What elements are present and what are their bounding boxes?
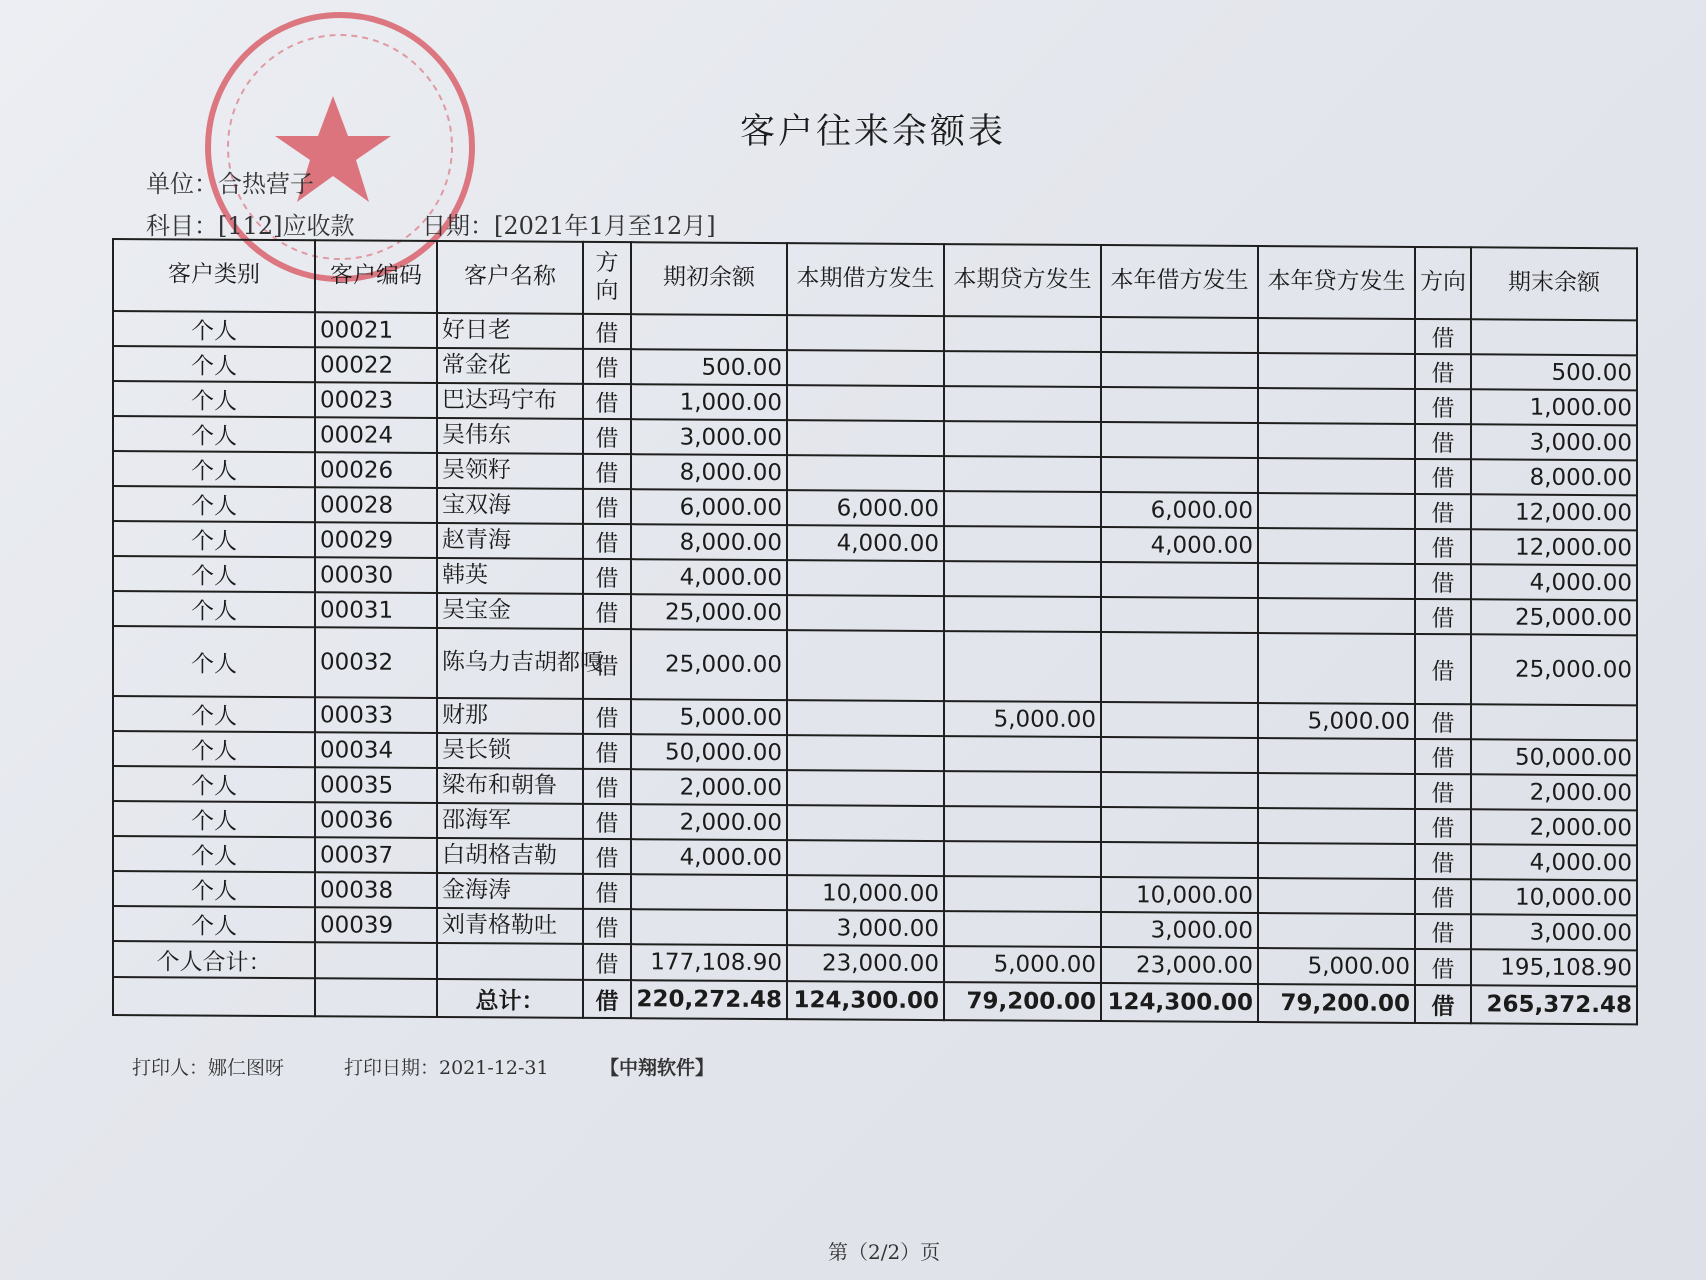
name-cell: 赵青海 [437,523,583,559]
opening-cell: 8,000.00 [631,454,787,490]
closing-cell: 2,000.00 [1471,774,1637,810]
closing-cell: 12,000.00 [1471,529,1637,565]
code-cell: 00024 [315,417,437,453]
code-cell: 00031 [315,592,437,628]
year-debit-cell: 10,000.00 [1101,877,1258,913]
empty-cell [437,943,583,980]
code-cell: 00022 [315,347,437,383]
category-cell: 个人 [113,801,315,837]
direction-cell: 借 [1415,844,1471,879]
direction-cell: 借 [583,874,631,909]
direction-cell: 借 [1415,494,1471,529]
code-cell: 00030 [315,557,437,593]
name-cell: 吴宝金 [437,593,583,629]
header-cell: 客户名称 [437,241,583,314]
period-credit-cell: 5,000.00 [944,701,1101,737]
closing-cell [1471,704,1637,740]
year-credit-cell [1258,633,1415,704]
code-cell: 00023 [315,382,437,418]
opening-cell [631,909,787,945]
category-cell: 个人 [113,451,315,487]
software-label: 【中翔软件】 [600,1057,715,1079]
direction-cell: 借 [1415,354,1471,389]
category-cell: 个人 [113,766,315,802]
opening-cell: 3,000.00 [631,419,787,455]
closing-cell: 3,000.00 [1471,424,1637,460]
name-cell: 韩英 [437,558,583,594]
category-cell: 个人 [113,346,315,382]
direction-cell: 借 [1415,634,1471,704]
opening-cell: 8,000.00 [631,524,787,560]
period-debit-cell [787,700,944,736]
period-debit-cell [787,385,944,421]
year-credit-cell [1258,493,1415,529]
direction-cell: 借 [1415,564,1471,599]
balance-table [112,238,1638,1025]
category-cell: 个人 [113,486,315,522]
category-cell: 个人 [113,696,315,732]
header-cell: 方向 [1415,247,1471,319]
period-debit-cell [787,630,944,701]
closing-cell [1471,319,1637,355]
header-cell: 本期借方发生 [787,243,944,316]
year-debit-cell: 23,000.00 [1101,947,1258,984]
period-debit-cell [787,560,944,596]
direction-cell: 借 [583,944,631,980]
name-cell: 邵海军 [437,803,583,839]
direction-cell: 借 [1415,704,1471,739]
code-cell: 00035 [315,767,437,803]
direction-cell: 借 [583,454,631,489]
empty-cell [315,942,437,979]
period-debit-cell [787,350,944,386]
header-cell: 客户编码 [315,240,437,313]
direction-cell: 借 [1415,389,1471,424]
printer-label: 打印人：娜仁图呀 [132,1057,285,1079]
name-cell: 金海涛 [437,873,583,909]
year-debit-cell: 4,000.00 [1101,527,1258,563]
name-cell: 陈乌力吉胡都嘎 [437,628,583,699]
year-debit-cell [1101,597,1258,633]
closing-cell: 50,000.00 [1471,739,1637,775]
header-cell: 期初余额 [631,242,787,315]
closing-cell: 8,000.00 [1471,459,1637,495]
name-cell: 吴伟东 [437,418,583,454]
year-debit-cell: 3,000.00 [1101,912,1258,948]
subtotal-label: 个人合计： [113,941,315,978]
period-credit-cell [944,386,1101,422]
period-credit-cell [944,596,1101,632]
code-cell: 00037 [315,837,437,873]
name-cell: 白胡格吉勒 [437,838,583,874]
name-cell: 好日老 [437,313,583,349]
header-cell: 本期贷方发生 [944,244,1101,317]
period-debit-cell [787,840,944,876]
year-credit-cell [1258,913,1415,949]
direction-cell: 借 [583,559,631,594]
direction-cell: 借 [1415,599,1471,634]
opening-cell: 2,000.00 [631,769,787,805]
closing-cell: 3,000.00 [1471,914,1637,950]
opening-cell: 2,000.00 [631,804,787,840]
direction-cell: 借 [583,314,631,349]
period-debit-cell [787,420,944,456]
period-credit-cell [944,841,1101,877]
name-cell: 巴达玛宁布 [437,383,583,419]
closing-cell: 195,108.90 [1471,949,1637,986]
opening-cell [631,314,787,350]
year-debit-cell [1101,772,1258,808]
empty-cell [113,977,315,1016]
closing-cell: 265,372.48 [1471,985,1637,1024]
header-cell: 客户类别 [113,239,315,312]
total-label: 总计： [437,979,583,1018]
year-debit-cell: 124,300.00 [1101,983,1258,1022]
direction-cell: 借 [1415,914,1471,949]
header-cell: 方向 [583,242,631,314]
direction-cell: 借 [583,524,631,559]
year-credit-cell [1258,808,1415,844]
date-range-label: 日期：[2021年1月至12月] [422,212,716,240]
period-credit-cell [944,351,1101,387]
year-debit-cell [1101,702,1258,738]
year-credit-cell [1258,388,1415,424]
direction-cell: 借 [1415,739,1471,774]
year-debit-cell [1101,387,1258,423]
closing-cell: 500.00 [1471,354,1637,390]
page-title: 客户往来余额表 [740,112,1007,152]
direction-cell: 借 [583,804,631,839]
closing-cell: 25,000.00 [1471,634,1637,705]
empty-cell [315,978,437,1017]
unit-label: 单位：合热营子 [146,170,314,198]
category-cell: 个人 [113,311,315,347]
category-cell: 个人 [113,731,315,767]
direction-cell: 借 [1415,459,1471,494]
table-row [113,626,1637,705]
period-credit-cell [944,491,1101,527]
year-debit-cell [1101,632,1258,703]
period-debit-cell [787,735,944,771]
year-credit-cell [1258,423,1415,459]
year-credit-cell [1258,318,1415,354]
year-credit-cell [1258,353,1415,389]
code-cell: 00036 [315,802,437,838]
direction-cell: 借 [1415,774,1471,809]
opening-cell: 5,000.00 [631,699,787,735]
opening-cell: 500.00 [631,349,787,385]
direction-cell: 借 [1415,985,1471,1023]
direction-cell: 借 [1415,424,1471,459]
year-debit-cell [1101,807,1258,843]
print-date-label: 打印日期：2021-12-31 [344,1057,549,1079]
direction-cell: 借 [583,629,631,699]
name-cell: 刘青格勒吐 [437,908,583,944]
direction-cell: 借 [583,384,631,419]
category-cell: 个人 [113,381,315,417]
code-cell: 00038 [315,872,437,908]
category-cell: 个人 [113,626,315,697]
direction-cell: 借 [1415,529,1471,564]
code-cell: 00026 [315,452,437,488]
opening-cell: 1,000.00 [631,384,787,420]
opening-cell: 6,000.00 [631,489,787,525]
period-credit-cell [944,911,1101,947]
period-debit-cell: 6,000.00 [787,490,944,526]
year-debit-cell [1101,737,1258,773]
direction-cell: 借 [583,349,631,384]
category-cell: 个人 [113,521,315,557]
subject-label: 科目：[112]应收款 [146,212,355,240]
category-cell: 个人 [113,906,315,942]
closing-cell: 10,000.00 [1471,879,1637,915]
opening-cell: 4,000.00 [631,559,787,595]
table-header-row [113,239,1637,320]
code-cell: 00028 [315,487,437,523]
category-cell: 个人 [113,556,315,592]
year-credit-cell [1258,773,1415,809]
period-credit-cell [944,631,1101,702]
opening-cell: 50,000.00 [631,734,787,770]
period-debit-cell: 4,000.00 [787,525,944,561]
opening-cell: 220,272.48 [631,980,787,1019]
period-credit-cell [944,736,1101,772]
page-number: 第（2/2）页 [828,1240,941,1264]
name-cell: 梁布和朝鲁 [437,768,583,804]
period-debit-cell: 124,300.00 [787,981,944,1020]
name-cell: 宝双海 [437,488,583,524]
code-cell: 00032 [315,627,437,698]
direction-cell: 借 [1415,809,1471,844]
period-credit-cell: 5,000.00 [944,946,1101,983]
year-credit-cell [1258,563,1415,599]
direction-cell: 借 [583,419,631,454]
category-cell: 个人 [113,836,315,872]
direction-cell: 借 [583,594,631,629]
direction-cell: 借 [1415,949,1471,985]
closing-cell: 12,000.00 [1471,494,1637,530]
year-credit-cell: 5,000.00 [1258,948,1415,985]
direction-cell: 借 [583,489,631,524]
header-cell: 本年借方发生 [1101,245,1258,318]
year-debit-cell [1101,422,1258,458]
direction-cell: 借 [583,909,631,944]
direction-cell: 借 [583,699,631,734]
code-cell: 00039 [315,907,437,943]
year-credit-cell [1258,843,1415,879]
opening-cell [631,874,787,910]
name-cell: 财那 [437,698,583,734]
direction-cell: 借 [583,980,631,1018]
direction-cell: 借 [583,734,631,769]
period-credit-cell [944,421,1101,457]
period-debit-cell: 10,000.00 [787,875,944,911]
closing-cell: 2,000.00 [1471,809,1637,845]
period-debit-cell [787,770,944,806]
year-debit-cell [1101,842,1258,878]
direction-cell: 借 [583,769,631,804]
period-debit-cell: 3,000.00 [787,910,944,946]
code-cell: 00034 [315,732,437,768]
code-cell: 00033 [315,697,437,733]
opening-cell: 4,000.00 [631,839,787,875]
name-cell: 吴长锁 [437,733,583,769]
period-debit-cell [787,595,944,631]
period-credit-cell [944,876,1101,912]
period-debit-cell [787,805,944,841]
period-credit-cell [944,456,1101,492]
year-credit-cell [1258,528,1415,564]
category-cell: 个人 [113,416,315,452]
year-credit-cell [1258,598,1415,634]
closing-cell: 4,000.00 [1471,844,1637,880]
period-credit-cell [944,561,1101,597]
period-debit-cell [787,315,944,351]
code-cell: 00021 [315,312,437,348]
year-debit-cell [1101,317,1258,353]
total-row [113,977,1637,1024]
opening-cell: 25,000.00 [631,594,787,630]
period-credit-cell: 79,200.00 [944,982,1101,1021]
opening-cell: 25,000.00 [631,629,787,700]
opening-cell: 177,108.90 [631,944,787,981]
direction-cell: 借 [583,839,631,874]
category-cell: 个人 [113,871,315,907]
year-credit-cell [1258,458,1415,494]
year-credit-cell: 79,200.00 [1258,984,1415,1023]
header-cell: 本年贷方发生 [1258,246,1415,319]
direction-cell: 借 [1415,319,1471,354]
period-credit-cell [944,806,1101,842]
period-debit-cell: 23,000.00 [787,945,944,982]
period-credit-cell [944,316,1101,352]
name-cell: 吴领籽 [437,453,583,489]
year-credit-cell [1258,738,1415,774]
name-cell: 常金花 [437,348,583,384]
category-cell: 个人 [113,591,315,627]
direction-cell: 借 [1415,879,1471,914]
year-debit-cell [1101,352,1258,388]
header-cell: 期末余额 [1471,247,1637,320]
year-debit-cell: 6,000.00 [1101,492,1258,528]
year-credit-cell [1258,878,1415,914]
period-debit-cell [787,455,944,491]
year-debit-cell [1101,562,1258,598]
period-credit-cell [944,771,1101,807]
code-cell: 00029 [315,522,437,558]
closing-cell: 25,000.00 [1471,599,1637,635]
year-credit-cell: 5,000.00 [1258,703,1415,739]
year-debit-cell [1101,457,1258,493]
closing-cell: 1,000.00 [1471,389,1637,425]
closing-cell: 4,000.00 [1471,564,1637,600]
period-credit-cell [944,526,1101,562]
